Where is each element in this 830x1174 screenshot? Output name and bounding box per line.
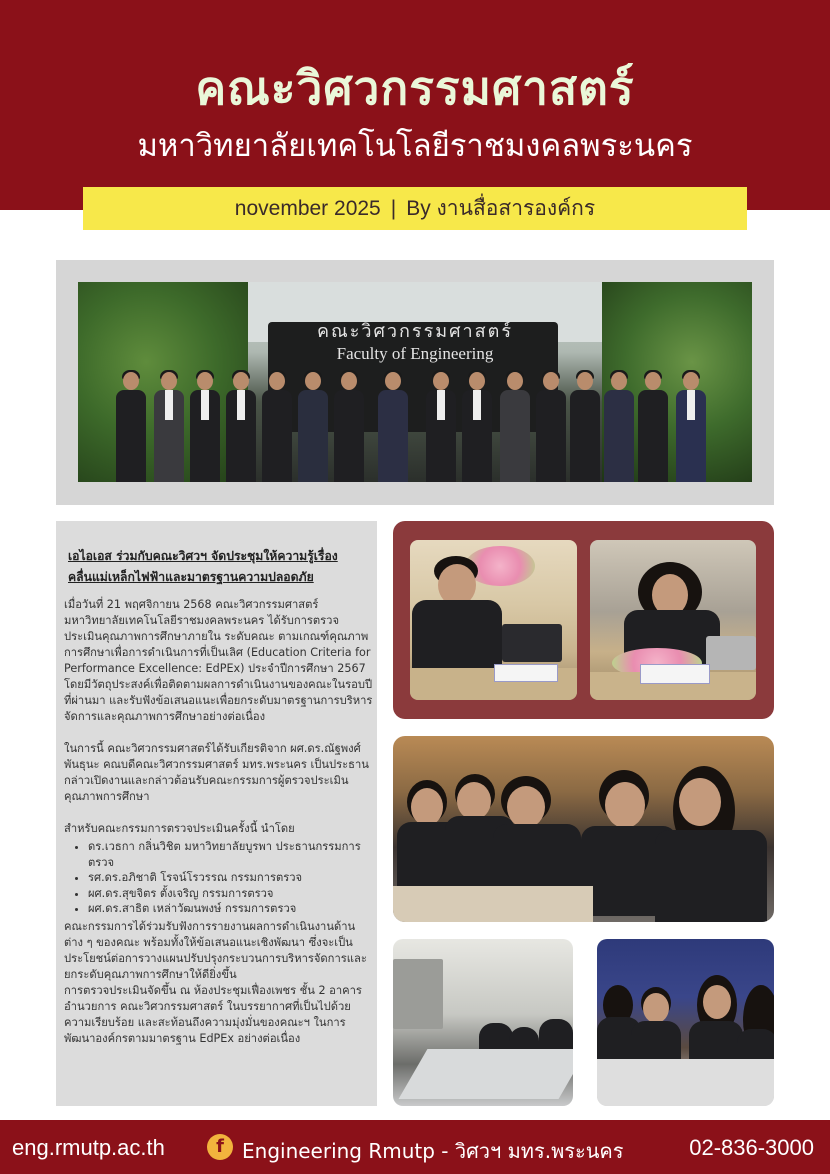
footer-website[interactable]: eng.rmutp.ac.th bbox=[12, 1135, 165, 1160]
photo-sign-english: Faculty of Engineering bbox=[336, 344, 494, 363]
footer-band bbox=[0, 1120, 830, 1174]
paragraph-feedback: คณะกรรมการได้ร่วมรับฟังการรายงานผลการดำเนินงานด้านต่าง ๆ ของคณะ พร้อมทั้งให้ข้อเสนอแนะเชิงพัฒนา ซึ่งจะเป็นประโยชน์ต่อการวางแผนปรับปรุงกระบวนการบริหารจัดการและยกระดับคุณภาพการศึกษาให้ดียิ่งขึ้น bbox=[64, 919, 367, 981]
photo-chair-speaking bbox=[590, 540, 756, 700]
list-item: • ดร.เวธกา กลิ่นวิชิต มหาวิทยาลัยบูรพา ประธานกรรมการตรวจ bbox=[88, 839, 374, 870]
footer-facebook-page[interactable]: Engineering Rmutp - วิศวฯ มทร.พระนคร bbox=[242, 1139, 624, 1163]
paragraph-dean: ในการนี้ คณะวิศวกรรมศาสตร์ได้รับเกียรติจาก ผศ.ดร.ณัฐพงศ์ พันธุนะ คณบดีคณะวิศวกรรมศาสตร์ มทร.พระนคร เป็นประธานกล่าวเปิดงานและกล่าวต้อนรับคณะกรรมการผู้ตรวจประเมินคุณภาพการศึกษา bbox=[64, 742, 369, 803]
list-item: • รศ.ดร.อภิชาติ โรจน์โรวรรณ กรรมการตรวจ bbox=[88, 870, 374, 886]
issue-date: november 2025 bbox=[234, 196, 381, 220]
issue-separator: | bbox=[390, 196, 397, 220]
paragraph-committee-lead: สำหรับคณะกรรมการตรวจประเมินครั้งนี้ นำโดย bbox=[64, 822, 295, 835]
list-item: • ผศ.ดร.สาธิต เหล่าวัฒนพงษ์ กรรมการตรวจ bbox=[88, 901, 374, 917]
page-title: คณะวิศวกรรมศาสตร์ bbox=[195, 61, 635, 115]
photo-meeting-room bbox=[393, 939, 573, 1106]
photo-people bbox=[108, 362, 728, 482]
headline-line-2: คลื่นแม่เหล็กไฟฟ้าและมาตรฐานความปลอดภัย bbox=[68, 570, 314, 584]
photo-attendees bbox=[597, 939, 774, 1106]
paragraph-intro: เมื่อวันที่ 21 พฤศจิกายน 2568 คณะวิศวกรรมศาสตร์ มหาวิทยาลัยเทคโนโลยีราชมงคลพระนคร ได้รับการตรวจประเมินคุณภาพการศึกษาภายใน ระดับคณะ ตามเกณฑ์คุณภาพการศึกษาเพื่อการดำเนินการที่เป็นเลิศ (Education Criteria for Performance Excellence: EdPEx) ประจำปีการศึกษา 2567 โดยมีวัตถุประสงค์เพื่อติดตามผลการดำเนินงานของคณะในรอบปีที่ผ่านมา และรับฟังข้อเสนอแนะเพื่อยกระดับมาตรฐานการบริหารจัดการและคุณภาพการศึกษาอย่างต่อเนื่อง bbox=[64, 598, 373, 723]
photo-dean-speaking bbox=[410, 540, 577, 700]
article-body bbox=[64, 597, 374, 1047]
list-item: • ผศ.ดร.สุขจิตร ตั้งเจริญ กรรมการตรวจ bbox=[88, 886, 374, 902]
hero-group-photo bbox=[78, 282, 752, 482]
page-subtitle: มหาวิทยาลัยเทคโนโลยีราชมงคลพระนคร bbox=[137, 128, 693, 164]
facebook-icon: f bbox=[207, 1134, 233, 1160]
issue-bar bbox=[83, 187, 747, 230]
photo-sign-thai: คณะวิศวกรรมศาสตร์ bbox=[316, 321, 514, 342]
byline: By งานสื่อสารองค์กร bbox=[406, 197, 596, 220]
photo-committee-table bbox=[393, 736, 774, 922]
committee-list bbox=[64, 839, 374, 917]
headline-line-1: เอไอเอส ร่วมกับคณะวิศวฯ จัดประชุมให้ความรู้เรื่อง bbox=[68, 549, 338, 563]
article-headline bbox=[68, 546, 368, 588]
paragraph-venue: การตรวจประเมินจัดขึ้น ณ ห้องประชุมเฟื่องเพชร ชั้น 2 อาคารอำนวยการ คณะวิศวกรรมศาสตร์ ในบรรยากาศที่เป็นไปด้วยความเรียบร้อย และสะท้อนถึงความมุ่งมั่นของคณะฯ ในการพัฒนาองค์กรตามมาตรฐาน EdPEx อย่างต่อเนื่อง bbox=[64, 983, 362, 1045]
footer-phone: 02-836-3000 bbox=[689, 1135, 814, 1160]
